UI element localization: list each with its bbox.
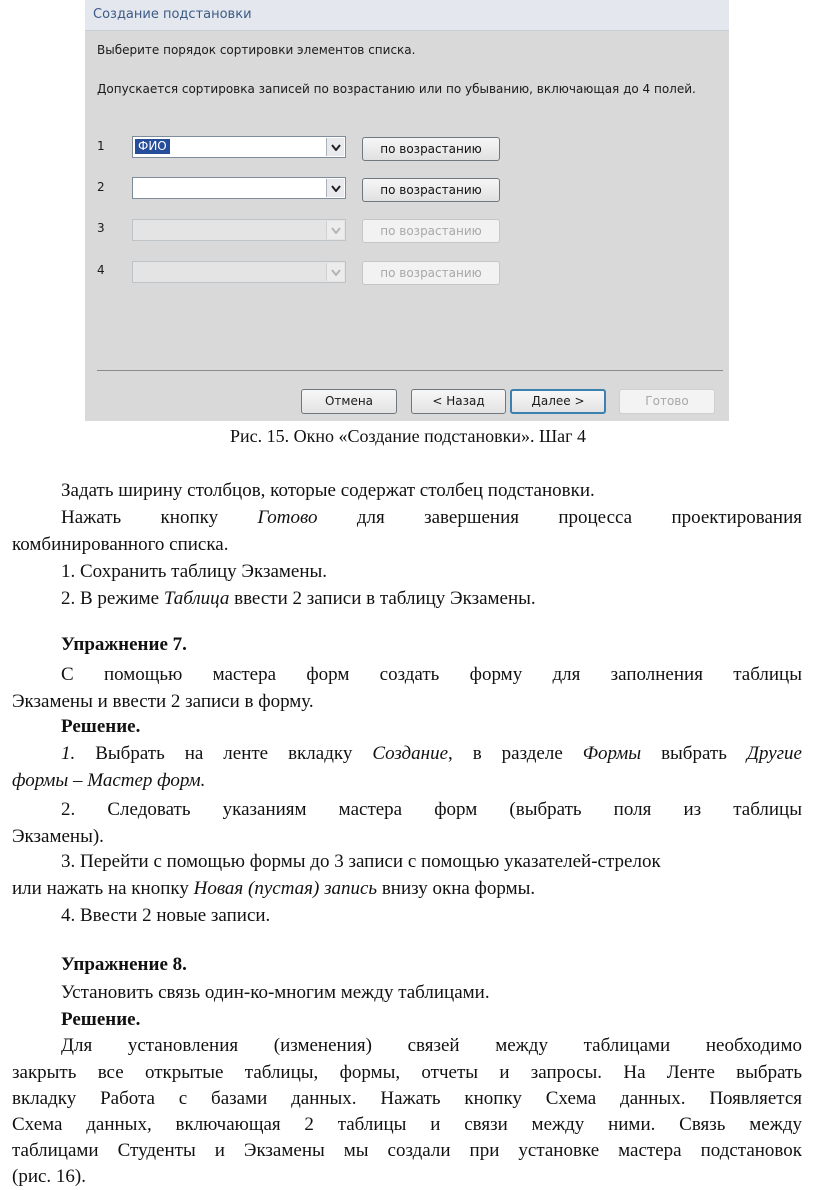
sort-row-number: 1 (97, 139, 105, 153)
paragraph: Установить связь один-ко-многим между таблицами. (61, 982, 490, 1003)
chevron-down-icon[interactable] (326, 138, 344, 156)
sort-row-number: 2 (97, 180, 105, 194)
paragraph: (рис. 16). (12, 1166, 87, 1187)
next-button[interactable]: Далее > (510, 389, 606, 414)
list-item-continuation: Экзамены). (12, 826, 104, 847)
sort-order-button-3: по возрастанию (362, 219, 500, 243)
list-item: 2. Следовать указаниям мастера форм (выбрать поля из таблицы (61, 799, 802, 820)
sort-field-combo-1[interactable] (132, 136, 346, 158)
sort-row-number: 4 (97, 263, 105, 277)
paragraph: Схема данных, включающая 2 таблицы и связи между ними. Связь между (12, 1114, 802, 1135)
paragraph: С помощью мастера форм создать форму для заполнения таблицы (61, 664, 802, 685)
paragraph: Экзамены и ввести 2 записи в форму. (12, 691, 314, 712)
list-item: 4. Ввести 2 новые записи. (61, 905, 271, 926)
list-item: 2. В режиме Таблица ввести 2 записи в таблицу Экзамены. (61, 588, 536, 609)
divider (97, 370, 723, 371)
sort-order-button-2[interactable]: по возрастанию (362, 178, 500, 202)
back-button[interactable]: < Назад (411, 389, 506, 414)
sort-field-combo-4 (132, 261, 346, 283)
solution-heading: Решение. (61, 1009, 141, 1030)
list-item-continuation: формы – Мастер форм. (12, 770, 206, 791)
paragraph: вкладку Работа с базами данных. Нажать кнопку Схема данных. Появляется (12, 1088, 802, 1109)
list-item: 1. Сохранить таблицу Экзамены. (61, 561, 328, 582)
sort-row-number: 3 (97, 221, 105, 235)
chevron-down-icon[interactable] (326, 179, 344, 197)
dialog-title-bar (85, 0, 729, 31)
cancel-button[interactable]: Отмена (301, 389, 397, 414)
paragraph: комбинированного списка. (12, 534, 229, 555)
list-item: 1. Выбрать на ленте вкладку Создание, в разделе Формы выбрать Другие (61, 743, 802, 764)
finish-button: Готово (619, 389, 715, 414)
chevron-down-icon (326, 263, 344, 281)
paragraph: закрыть все открытые таблицы, формы, отчеты и запросы. На Ленте выбрать (12, 1062, 802, 1083)
sort-order-button-4: по возрастанию (362, 261, 500, 285)
dialog-title: Создание подстановки (93, 7, 252, 22)
instruction-note: Допускается сортировка записей по возрастанию или по убыванию, включающая до 4 полей. (97, 82, 696, 96)
sort-field-combo-2[interactable] (132, 177, 346, 199)
lookup-wizard-dialog (85, 0, 729, 421)
figure-caption: Рис. 15. Окно «Создание подстановки». Шаг 4 (229, 426, 587, 446)
instruction-text: Выберите порядок сортировки элементов списка. (97, 43, 416, 57)
sort-order-button-1[interactable]: по возрастанию (362, 137, 500, 161)
paragraph: Нажать кнопку Готово для завершения процесса проектирования (61, 507, 802, 528)
list-item: 3. Перейти с помощью формы до 3 записи с помощью указателей-стрелок (61, 851, 661, 872)
paragraph: Для установления (изменения) связей между таблицами необходимо (61, 1035, 802, 1056)
solution-heading: Решение. (61, 716, 141, 737)
paragraph: таблицами Студенты и Экзамены мы создали при установке мастера подстановок (12, 1140, 802, 1161)
paragraph: Задать ширину столбцов, которые содержат столбец подстановки. (61, 480, 595, 501)
list-item-continuation: или нажать на кнопку Новая (пустая) запись внизу окна формы. (12, 878, 536, 899)
combo-value: ФИО (135, 139, 170, 154)
exercise-heading: Упражнение 8. (61, 954, 187, 975)
sort-field-combo-3 (132, 219, 346, 241)
exercise-heading: Упражнение 7. (61, 634, 187, 655)
chevron-down-icon (326, 221, 344, 239)
